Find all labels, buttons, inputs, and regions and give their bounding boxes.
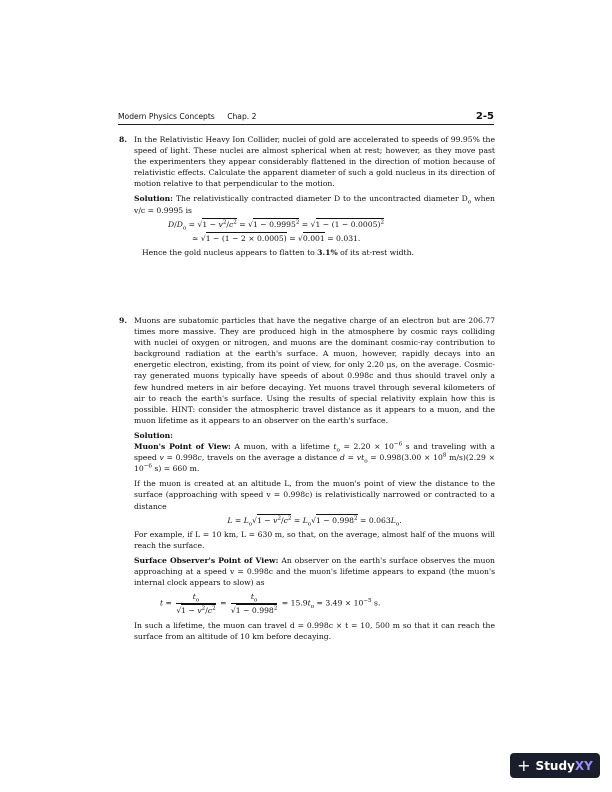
problem-number: 8. [119, 135, 127, 144]
solution-label: Solution: [134, 194, 173, 204]
equation-length-contraction: $L = L_o√1 - v^2/c^2 = L_o√1 - 0.998^2 = 0.063L_o$. [227, 515, 402, 528]
equation-contraction-ratio: $D/D_o = √1 - v^2/c^2 = √1 - 0.9995^2 = √1 - (1 - 0.0005)^2$ [168, 219, 385, 232]
muon-view-label: Muon's Point of View: [134, 442, 231, 452]
solution-paragraph: Solution: The relativistically contracted diameter D to the uncontracted diameter $D_o$ when v/c = 0.9995 is [134, 194, 495, 215]
surface-view-label: Surface Observer's Point of View: [134, 555, 279, 565]
problem-statement: Muons are subatomic particles that have the negative charge of an electron but are 206.77 times more massive. They are produced high in the atmosphere by cosmic rays colliding with nuclei of oxygen or nitrogen, and muons are the dominant cosmic-ray contribution to background radiation at the earth's surface. A muon, however, rapidly decays into an energetic electron, existing, from its point of view, for only 2.20 μs, on the average. Cosmic-ray generated muons typically have speeds of about 0.998c and thus should travel only a few hundred meters in air before decaying. Yet muons travel through several kilometers of air to reach the earth's surface. Using the results of special relativity explain how this is possible. HINT: consider the atmospheric travel distance as it appears to a muon, and the muon lifetime as it appears to an observer on the earth's surface. [134, 316, 495, 425]
running-head [118, 112, 256, 121]
studyxy-badge[interactable] [510, 753, 600, 778]
page-number: 2-5 [475, 111, 494, 122]
solution-label: Solution: [134, 430, 173, 440]
equation-time-dilation: t = $\frac{t_o}{√1 - v^2/c^2}$ = $\frac{t_o}{√1 - 0.998^2}$ = $15.9t_o = 3.49 \times 10^{-5}$ s. [160, 592, 381, 616]
muon-pov-text: If the muon is created at an altitude L, from the muon's point of view the distance to the surface (approaching with speed v = 0.998c) is relativistically narrowed or contracted to a distance [134, 479, 495, 511]
problem-statement: In the Relativistic Heavy Ion Collider, nuclei of gold are accelerated to speeds of 99.95% the speed of light. These nuclei are almost spherical when at rest; however, as they move past the experimenters they appear considerably flattened in the direction of motion because of relativistic effects. Calculate the apparent diameter of such a gold nucleus in its direction of motion relative to that perpendicular to the motion. [134, 135, 495, 189]
equation-approximation: ≃ √1 − (1 − 2 × 0.0005) = √0.001 = 0.031. [192, 233, 361, 243]
plus-icon: + [517, 755, 531, 775]
problem-8 [119, 134, 495, 258]
chapter-label: Chap. 2 [227, 112, 257, 121]
brand-name: StudyXY [535, 758, 593, 773]
final-text: In such a lifetime, the muon can travel d = 0.998c × t = 10, 500 m so that it can reach the surface from an altitude of 10 km before decaying. [134, 621, 495, 642]
example-text: For example, if L = 10 km, L = 630 m, so that, on the average, almost half of the muons will reach the surface. [134, 529, 495, 550]
conclusion: Hence the gold nucleus appears to flatten to 3.1% of its at-rest width. [142, 247, 414, 257]
problem-9 [119, 315, 495, 643]
surface-view-paragraph: Surface Observer's Point of View: An observer on the earth's surface observes the muon approaching at a speed v = 0.998c and the muon's lifetime appears to expand (the muon's internal clock appears to slow) as [134, 555, 495, 588]
book-title: Modern Physics Concepts [118, 112, 215, 121]
solution-label-line [134, 430, 495, 441]
page-header [118, 111, 494, 125]
problem-number: 9. [119, 316, 127, 325]
muon-view-paragraph: Muon's Point of View: A muon, with a lifetime $t_o = 2.20 \times 10^{-6}$ s and traveling with a speed v = 0.998c, travels on the average a distance $d = vt_o = 0.998(3.00 \times 10^8$ $m/s)(2.29 \times 10^{-6}$ s) = 660 m. [134, 441, 495, 474]
